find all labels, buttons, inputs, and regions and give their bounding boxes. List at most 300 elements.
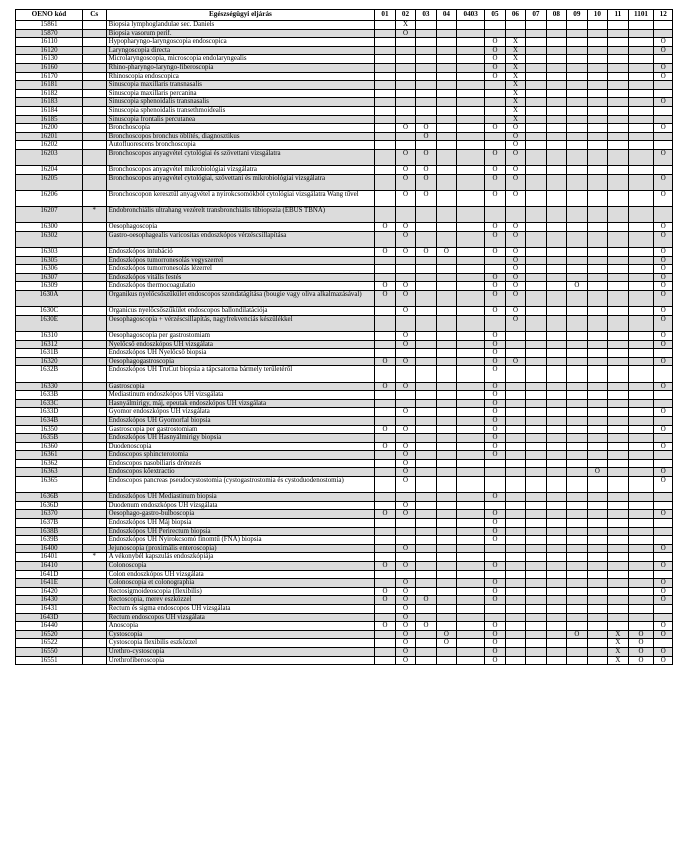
procedure-name-cell: Gastroscopia per gastrostomiam [106,425,375,434]
specialty-mark-cell [457,282,485,291]
specialty-mark-cell [567,223,587,232]
specialty-mark-cell [587,416,607,425]
column-header: 12 [654,10,673,21]
specialty-mark-cell: O [654,596,673,605]
oeno-code-cell: 16160 [16,63,83,72]
specialty-mark-cell [416,459,436,468]
procedure-name-cell: Endoszkópos tumorronesolás vegyszerrel [106,256,375,265]
specialty-mark-cell [457,231,485,247]
procedure-name-cell: Oesophagoscopia + vérzéscsillapítás, nagyfrekvenciás készülékkel [106,315,375,331]
specialty-mark-cell [628,477,654,493]
specialty-mark-cell [505,451,525,460]
specialty-mark-cell [587,408,607,417]
specialty-mark-cell [608,408,628,417]
specialty-mark-cell [567,141,587,150]
specialty-mark-cell [546,223,566,232]
specialty-mark-cell: O [395,166,415,175]
specialty-mark-cell: O [485,382,505,391]
specialty-mark-cell [395,72,415,81]
specialty-mark-cell [505,382,525,391]
specialty-mark-cell [546,493,566,502]
specialty-mark-cell [436,349,456,358]
specialty-mark-cell [436,442,456,451]
specialty-mark-cell [436,190,456,206]
specialty-mark-cell: O [416,149,436,165]
cs-cell: * [82,207,106,223]
specialty-mark-cell: O [654,256,673,265]
specialty-mark-cell [416,613,436,622]
specialty-mark-cell [628,562,654,571]
specialty-mark-cell [436,207,456,223]
oeno-code-cell: 16200 [16,124,83,133]
specialty-mark-cell [457,613,485,622]
specialty-mark-cell [546,579,566,588]
table-row [16,21,673,30]
specialty-mark-cell [457,38,485,47]
specialty-mark-cell [608,570,628,579]
specialty-mark-cell [436,357,456,366]
specialty-mark-cell: O [654,442,673,451]
procedure-name-cell: Bronchoscopia [106,124,375,133]
specialty-mark-cell [375,106,395,115]
specialty-mark-cell [505,340,525,349]
specialty-mark-cell [416,570,436,579]
cs-cell [82,273,106,282]
cs-cell: * [82,553,106,562]
specialty-mark-cell: O [395,248,415,257]
table-row [16,519,673,528]
specialty-mark-cell [567,132,587,141]
specialty-mark-cell [608,579,628,588]
specialty-mark-cell [457,166,485,175]
specialty-mark-cell [654,391,673,400]
procedure-name-cell: Bronchoscopos anyagvétel cytológiai és szövettani vizsgálatra [106,149,375,165]
specialty-mark-cell [628,587,654,596]
specialty-mark-cell [436,647,456,656]
specialty-mark-cell: X [505,98,525,107]
column-header: 02 [395,10,415,21]
specialty-mark-cell [587,265,607,274]
specialty-mark-cell [608,604,628,613]
specialty-mark-cell [567,451,587,460]
specialty-mark-cell [567,46,587,55]
specialty-mark-cell [375,256,395,265]
specialty-mark-cell: O [375,442,395,451]
specialty-mark-cell [416,223,436,232]
specialty-mark-cell [587,434,607,443]
specialty-mark-cell [395,81,415,90]
specialty-mark-cell [608,248,628,257]
specialty-mark-cell [628,442,654,451]
specialty-mark-cell [457,89,485,98]
specialty-mark-cell: O [505,291,525,307]
oeno-code-cell: 1633B [16,391,83,400]
specialty-mark-cell [587,630,607,639]
specialty-mark-cell [608,451,628,460]
cs-cell [82,596,106,605]
table-row [16,425,673,434]
specialty-mark-cell [587,477,607,493]
specialty-mark-cell [546,596,566,605]
specialty-mark-cell [416,604,436,613]
specialty-mark-cell [505,399,525,408]
specialty-mark-cell [546,519,566,528]
specialty-mark-cell [457,604,485,613]
specialty-mark-cell [457,459,485,468]
specialty-mark-cell [375,72,395,81]
table-row [16,132,673,141]
specialty-mark-cell [546,29,566,38]
specialty-mark-cell [457,307,485,316]
procedure-name-cell: Endobronchiális ultrahang vezérelt transbronchiális tűbiopszia (EBUS TBNA) [106,207,375,223]
procedure-name-cell: Sinuscopia frontalis percutanea [106,115,375,124]
specialty-mark-cell [567,81,587,90]
specialty-mark-cell: O [375,248,395,257]
cs-cell [82,132,106,141]
specialty-mark-cell [567,639,587,648]
specialty-mark-cell [526,596,546,605]
specialty-mark-cell [587,451,607,460]
specialty-mark-cell [628,604,654,613]
oeno-code-cell: 16181 [16,81,83,90]
specialty-mark-cell [436,72,456,81]
specialty-mark-cell [654,399,673,408]
specialty-mark-cell [395,349,415,358]
specialty-mark-cell [587,132,607,141]
specialty-mark-cell [628,231,654,247]
cs-cell [82,459,106,468]
specialty-mark-cell: O [654,174,673,190]
specialty-mark-cell: O [485,510,505,519]
specialty-mark-cell [416,630,436,639]
specialty-mark-cell [526,416,546,425]
specialty-mark-cell [628,106,654,115]
cs-cell [82,98,106,107]
specialty-mark-cell [526,46,546,55]
table-row [16,55,673,64]
specialty-mark-cell [587,613,607,622]
cs-cell [82,382,106,391]
specialty-mark-cell [526,468,546,477]
specialty-mark-cell [654,553,673,562]
specialty-mark-cell [587,46,607,55]
specialty-mark-cell: O [485,46,505,55]
specialty-mark-cell [457,46,485,55]
specialty-mark-cell [436,391,456,400]
specialty-mark-cell [375,98,395,107]
specialty-mark-cell: O [485,349,505,358]
specialty-mark-cell: O [395,29,415,38]
specialty-mark-cell: O [485,451,505,460]
cs-cell [82,248,106,257]
specialty-mark-cell: O [567,630,587,639]
specialty-mark-cell [608,391,628,400]
specialty-mark-cell [608,382,628,391]
specialty-mark-cell [546,553,566,562]
procedure-name-cell: Hasnyálmirigy, máj, epeutak endoszkópos UH vizsgálata [106,399,375,408]
specialty-mark-cell [654,604,673,613]
specialty-mark-cell [526,622,546,631]
specialty-mark-cell [587,349,607,358]
specialty-mark-cell [526,81,546,90]
table-row [16,106,673,115]
specialty-mark-cell [375,630,395,639]
specialty-mark-cell [395,527,415,536]
procedure-name-cell: Rectoscopia, merev eszközzel [106,596,375,605]
specialty-mark-cell [608,562,628,571]
specialty-mark-cell [546,382,566,391]
procedure-name-cell: Colonoscopia [106,562,375,571]
specialty-mark-cell: O [654,248,673,257]
specialty-mark-cell [587,291,607,307]
specialty-mark-cell [457,81,485,90]
specialty-mark-cell [628,349,654,358]
specialty-mark-cell [375,468,395,477]
specialty-mark-cell [457,451,485,460]
specialty-mark-cell [567,391,587,400]
cs-cell [82,282,106,291]
specialty-mark-cell [526,124,546,133]
column-header: 1101 [628,10,654,21]
oeno-code-cell: 16520 [16,630,83,639]
table-row [16,248,673,257]
specialty-mark-cell [505,596,525,605]
specialty-mark-cell [526,639,546,648]
specialty-mark-cell: O [505,265,525,274]
specialty-mark-cell [436,331,456,340]
oeno-code-cell: 1641E [16,579,83,588]
specialty-mark-cell [628,613,654,622]
oeno-code-cell: 16362 [16,459,83,468]
specialty-mark-cell: O [485,519,505,528]
specialty-mark-cell: O [395,587,415,596]
specialty-mark-cell: O [395,149,415,165]
specialty-mark-cell [526,315,546,331]
specialty-mark-cell [526,357,546,366]
specialty-mark-cell [375,141,395,150]
procedure-name-cell: Oesophagogastroscopia [106,357,375,366]
cs-cell [82,256,106,265]
table-row [16,98,673,107]
table-row [16,408,673,417]
specialty-mark-cell [587,656,607,665]
specialty-mark-cell [395,89,415,98]
specialty-mark-cell [416,510,436,519]
specialty-mark-cell [485,106,505,115]
specialty-mark-cell [546,149,566,165]
table-row [16,166,673,175]
specialty-mark-cell [546,265,566,274]
table-row [16,291,673,307]
specialty-mark-cell [628,434,654,443]
specialty-mark-cell [436,501,456,510]
specialty-mark-cell [416,256,436,265]
specialty-mark-cell: O [654,315,673,331]
specialty-mark-cell [608,340,628,349]
specialty-mark-cell [628,391,654,400]
specialty-mark-cell [587,519,607,528]
cs-cell [82,307,106,316]
specialty-mark-cell [608,315,628,331]
cs-cell [82,357,106,366]
specialty-mark-cell [654,81,673,90]
specialty-mark-cell: O [375,596,395,605]
specialty-mark-cell: O [485,231,505,247]
specialty-mark-cell [526,604,546,613]
specialty-mark-cell: O [485,291,505,307]
oeno-code-cell: 16361 [16,451,83,460]
cs-cell [82,391,106,400]
specialty-mark-cell [608,527,628,536]
cs-cell [82,570,106,579]
specialty-mark-cell [416,544,436,553]
oeno-code-cell: 1639B [16,536,83,545]
specialty-mark-cell [485,21,505,30]
specialty-mark-cell: O [654,579,673,588]
specialty-mark-cell: O [395,231,415,247]
procedure-name-cell: Rhino-pharyngo-laryngo-fiberoscopia [106,63,375,72]
specialty-mark-cell [375,451,395,460]
specialty-mark-cell [395,315,415,331]
cs-cell [82,29,106,38]
specialty-mark-cell [608,46,628,55]
specialty-mark-cell [375,647,395,656]
specialty-mark-cell [628,63,654,72]
specialty-mark-cell [457,132,485,141]
specialty-mark-cell [526,72,546,81]
specialty-mark-cell [416,38,436,47]
table-row [16,124,673,133]
specialty-mark-cell [628,382,654,391]
specialty-mark-cell [587,510,607,519]
specialty-mark-cell: O [395,174,415,190]
specialty-mark-cell [526,89,546,98]
oeno-code-cell: 16120 [16,46,83,55]
specialty-mark-cell [587,63,607,72]
specialty-mark-cell [546,46,566,55]
specialty-mark-cell [546,459,566,468]
procedure-name-cell: Rectosigmoideoscopia (flexibilis) [106,587,375,596]
specialty-mark-cell: O [395,307,415,316]
specialty-mark-cell [526,451,546,460]
specialty-mark-cell: O [395,425,415,434]
specialty-mark-cell [628,46,654,55]
specialty-mark-cell [628,291,654,307]
specialty-mark-cell [416,340,436,349]
specialty-mark-cell [457,468,485,477]
specialty-mark-cell [526,434,546,443]
specialty-mark-cell [457,562,485,571]
procedure-name-cell: Cystoscopia [106,630,375,639]
cs-cell [82,425,106,434]
specialty-mark-cell [395,570,415,579]
specialty-mark-cell: O [416,596,436,605]
specialty-mark-cell [608,613,628,622]
specialty-mark-cell: O [485,562,505,571]
specialty-mark-cell [375,55,395,64]
column-header: 09 [567,10,587,21]
specialty-mark-cell [546,349,566,358]
specialty-mark-cell [526,38,546,47]
procedure-name-cell: Nyelőcső endoszkópos UH vizsgálata [106,340,375,349]
specialty-mark-cell [654,106,673,115]
specialty-mark-cell [375,604,395,613]
specialty-mark-cell [375,366,395,382]
specialty-mark-cell: O [485,72,505,81]
specialty-mark-cell: O [654,63,673,72]
oeno-code-cell: 16203 [16,149,83,165]
specialty-mark-cell [436,223,456,232]
specialty-mark-cell [395,63,415,72]
specialty-mark-cell [654,21,673,30]
specialty-mark-cell [436,425,456,434]
specialty-mark-cell [608,106,628,115]
specialty-mark-cell [416,46,436,55]
specialty-mark-cell [505,408,525,417]
specialty-mark-cell [416,273,436,282]
specialty-mark-cell [375,307,395,316]
specialty-mark-cell [587,340,607,349]
specialty-mark-cell [608,416,628,425]
specialty-mark-cell [608,510,628,519]
oeno-code-cell: 16300 [16,223,83,232]
specialty-mark-cell [608,207,628,223]
specialty-mark-cell [526,562,546,571]
oeno-code-cell: 16550 [16,647,83,656]
procedure-name-cell: Duodenoscopia [106,442,375,451]
specialty-mark-cell: O [505,315,525,331]
specialty-mark-cell: O [436,248,456,257]
specialty-mark-cell [546,416,566,425]
specialty-mark-cell: O [485,63,505,72]
specialty-mark-cell: O [628,656,654,665]
specialty-mark-cell [587,544,607,553]
specialty-mark-cell [485,613,505,622]
specialty-mark-cell: O [395,408,415,417]
specialty-mark-cell [505,604,525,613]
specialty-mark-cell: O [654,223,673,232]
specialty-mark-cell [567,21,587,30]
specialty-mark-cell [567,357,587,366]
specialty-mark-cell: X [505,115,525,124]
specialty-mark-cell [526,349,546,358]
specialty-mark-cell [628,81,654,90]
table-row [16,459,673,468]
specialty-mark-cell [375,149,395,165]
cs-cell [82,519,106,528]
specialty-mark-cell [416,434,436,443]
procedure-name-cell: Sinuscopia sphenoidalis transethmoidealis [106,106,375,115]
specialty-mark-cell [526,544,546,553]
cs-cell [82,265,106,274]
specialty-mark-cell [416,493,436,502]
specialty-mark-cell [457,291,485,307]
specialty-mark-cell [375,391,395,400]
specialty-mark-cell [416,477,436,493]
specialty-mark-cell [546,613,566,622]
specialty-mark-cell [526,21,546,30]
specialty-mark-cell [587,501,607,510]
specialty-mark-cell: O [654,231,673,247]
specialty-mark-cell: X [505,89,525,98]
specialty-mark-cell [375,207,395,223]
specialty-mark-cell [546,562,566,571]
specialty-mark-cell: O [485,38,505,47]
specialty-mark-cell [567,63,587,72]
specialty-mark-cell [457,553,485,562]
specialty-mark-cell [546,477,566,493]
cs-cell [82,656,106,665]
